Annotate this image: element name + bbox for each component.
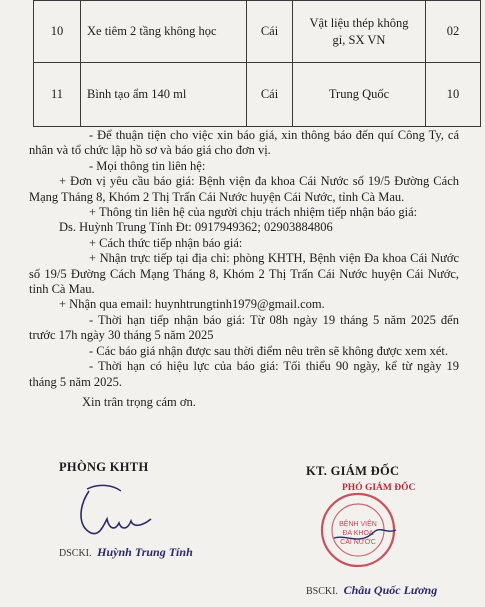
item-unit: Cái (247, 63, 293, 127)
item-name: Bình tạo ẩm 140 ml (81, 63, 247, 127)
row-number: 10 (34, 1, 81, 63)
item-quantity: 02 (426, 1, 481, 63)
svg-text:BỆNH VIỆN: BỆNH VIỆN (339, 521, 377, 528)
paragraph: + Thông tin liên hệ của người chịu trách nhiệm tiếp nhận báo giá: (89, 205, 418, 220)
director-title-prefix: KT. (306, 464, 328, 478)
deputy-director-title: PHÓ GIÁM ĐỐC (342, 483, 416, 493)
item-unit: Cái (247, 1, 293, 63)
paragraph: - Thời hạn có hiệu lực của báo giá: Tối thiểu 90 ngày, kể từ ngày 19 tháng 5 năm 2025. (29, 359, 459, 389)
paragraph: - Thời hạn tiếp nhận báo giá: Từ 08h ngày 19 tháng 5 năm 2025 đến trước 17h ngày 30 tháng 5 năm 2025 (29, 312, 459, 343)
signer-name-left (59, 545, 209, 560)
paragraph: + Cách thức tiếp nhận báo giá: (89, 235, 243, 250)
item-spec (293, 63, 426, 127)
paragraph: + Đơn vị yêu cầu báo giá: Bệnh viện đa khoa Cái Nước số 19/5 Đường Cách Mạng Tháng 8, Khóm 2 Thị Trấn Cái Nước huyện Cái Nước, tỉnh Cà Mau. (29, 174, 459, 204)
department-title: PHÒNG KHTH (59, 460, 149, 474)
handwritten-signature-left (59, 481, 179, 541)
item-spec-line: Trung Quốc (328, 87, 390, 102)
svg-text:CÁI NƯỚC: CÁI NƯỚC (340, 539, 376, 546)
paragraph: - Các báo giá nhận được sau thời điểm nêu trên sẽ không được xem xét. (89, 343, 448, 358)
table-row (34, 1, 481, 63)
director-title-text: GIÁM ĐỐC (330, 464, 400, 478)
item-spec-line: gỉ, SX VN (332, 32, 386, 47)
signer-prefix: BSCKI. (306, 586, 338, 597)
item-spec (293, 1, 426, 63)
body-text (29, 128, 459, 410)
signer-name: Châu Quốc Lương (343, 583, 438, 597)
paragraph: - Để thuận tiện cho việc xin báo giá, xin thông báo đến quí Công Ty, cá nhân và tổ chức lập hồ sơ và báo giá cho đơn vị. (29, 128, 459, 158)
paragraph: - Mọi thông tin liên hệ: (89, 158, 206, 173)
paragraph: Ds. Huỳnh Trung Tính Đt: 0917949362; 02903884806 (59, 220, 333, 235)
signature-block-right (306, 464, 476, 598)
paragraph: + Nhận trực tiếp tại địa chỉ: phòng KHTH, Bệnh viện Đa khoa Cái Nước số 19/5 Đường Cách Mạng Tháng 8, Khóm 2 Thị Trấn Cái Nước huyện Cái Nước, tỉnh Cà Mau. (29, 251, 459, 297)
director-title (306, 464, 476, 479)
closing-line: Xin trân trọng cám ơn. (82, 394, 196, 409)
item-name: Xe tiêm 2 tầng không học (81, 1, 247, 63)
table-row (34, 63, 481, 127)
signature-block-left (59, 460, 209, 560)
signer-prefix: DSCKI. (59, 548, 92, 559)
signer-name: Huỳnh Trung Tính (97, 545, 193, 559)
svg-text:ĐA KHOA: ĐA KHOA (342, 530, 374, 537)
row-number: 11 (34, 63, 81, 127)
item-spec-line: Vật liệu thép không (309, 15, 409, 30)
paragraph: + Nhận qua email: huynhtrungtinh1979@gmail.com. (59, 297, 325, 312)
item-table (33, 0, 481, 127)
item-quantity: 10 (426, 63, 481, 127)
signer-name-right (306, 583, 476, 598)
